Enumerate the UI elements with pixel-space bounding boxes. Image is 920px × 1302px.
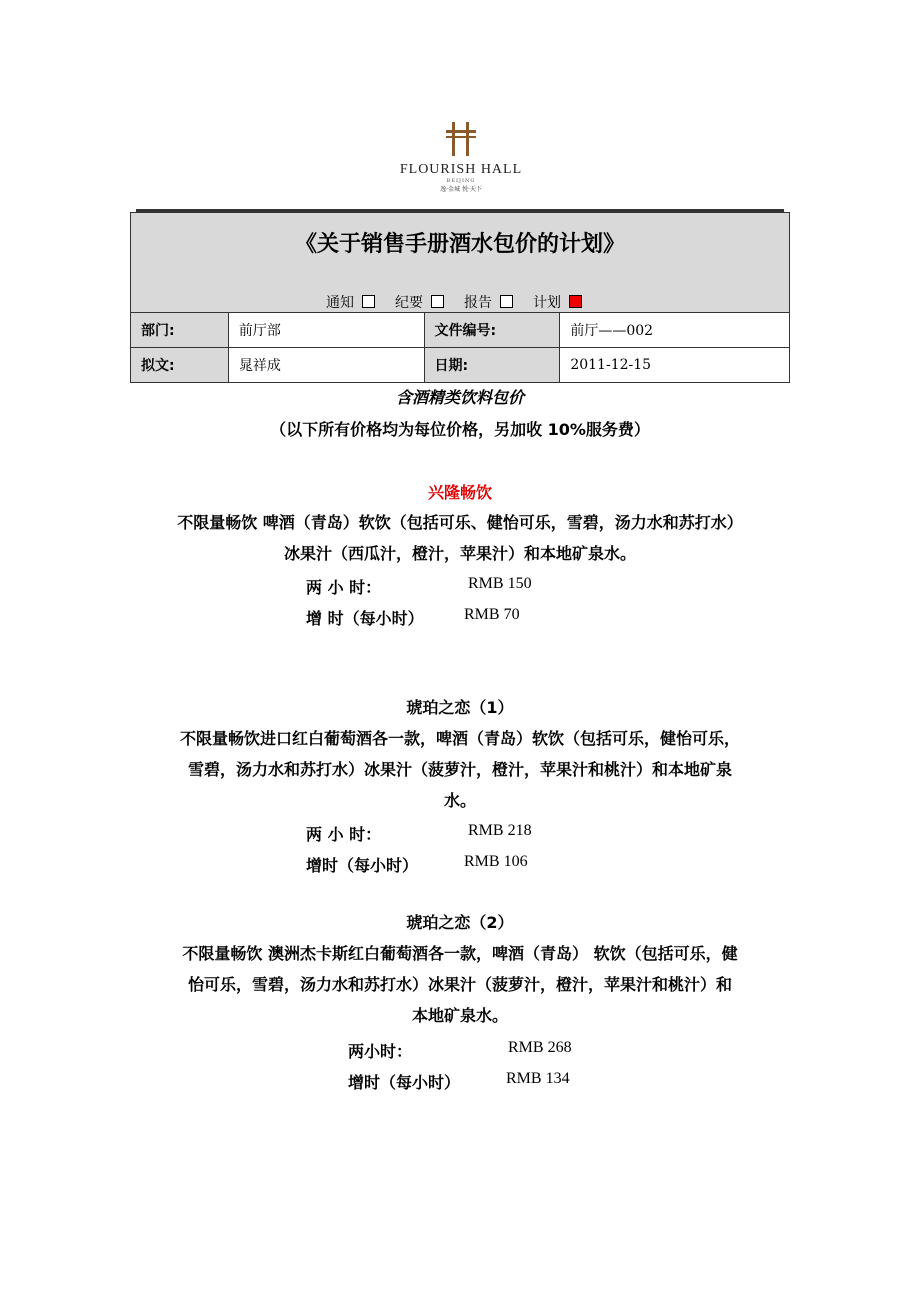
flourish-hall-logo bbox=[398, 118, 524, 208]
price-value: RMB 218 bbox=[468, 822, 532, 839]
dept-value: 前厅部 bbox=[228, 313, 424, 348]
type-label: 计划 bbox=[533, 295, 561, 311]
package-desc: 不限量畅饮 啤酒（青岛）软饮（包括可乐、健怡可乐，雪碧，汤力水和苏打水） bbox=[177, 513, 743, 532]
package-desc: 怡可乐，雪碧，汤力水和苏打水）冰果汁（菠萝汁，橙汁，苹果汁和桃汁）和 bbox=[187, 975, 732, 994]
date-label: 日期: bbox=[424, 348, 560, 383]
package-desc: 雪碧，汤力水和苏打水）冰果汁（菠萝汁，橙汁，苹果汁和桃汁）和本地矿泉 bbox=[187, 760, 732, 779]
price-value: RMB 150 bbox=[468, 575, 532, 592]
file-no-label: 文件编号: bbox=[424, 313, 560, 348]
price-label: 两 小 时： bbox=[306, 578, 382, 597]
author-label: 拟文: bbox=[131, 348, 229, 383]
type-label: 通知 bbox=[326, 295, 354, 311]
title-cell bbox=[131, 213, 790, 313]
date-value: 2011-12-15 bbox=[560, 348, 790, 383]
package-name: 琥珀之恋（2） bbox=[406, 913, 514, 932]
package-name: 兴隆畅饮 bbox=[427, 483, 492, 502]
checkbox-plan[interactable] bbox=[569, 295, 582, 308]
price-note: （以下所有价格均为每位价格，另加收 10%服务费） bbox=[270, 420, 650, 439]
package-desc: 冰果汁（西瓜汁，橙汁，苹果汁）和本地矿泉水。 bbox=[283, 544, 636, 563]
price-label: 增时（每小时） bbox=[306, 856, 419, 875]
logo-city: BEIJING bbox=[446, 178, 476, 184]
price-value: RMB 70 bbox=[464, 606, 520, 623]
package-desc: 不限量畅饮 澳洲杰卡斯红白葡萄酒各一款，啤酒（青岛） 软饮（包括可乐，健 bbox=[182, 944, 738, 963]
price-label: 增时（每小时） bbox=[348, 1073, 461, 1092]
price-value: RMB 134 bbox=[506, 1070, 570, 1087]
package-desc: 水。 bbox=[443, 791, 476, 810]
dept-label: 部门: bbox=[131, 313, 229, 348]
logo-name: FLOURISH HALL bbox=[399, 162, 523, 177]
checkbox-report[interactable] bbox=[500, 295, 513, 308]
document-header-table bbox=[130, 212, 790, 383]
checkbox-notice[interactable] bbox=[362, 295, 375, 308]
price-value: RMB 268 bbox=[508, 1039, 572, 1056]
logo-mark-icon bbox=[444, 122, 478, 156]
price-label: 增 时（每小时） bbox=[306, 609, 424, 628]
document-type-checkboxes bbox=[131, 292, 789, 312]
logo-tagline: 逸·金城 悦·天下 bbox=[440, 186, 482, 193]
document-title: 《关于销售手册酒水包价的计划》 bbox=[294, 232, 625, 257]
checkbox-minutes[interactable] bbox=[431, 295, 444, 308]
package-name: 琥珀之恋（1） bbox=[406, 698, 514, 717]
section-title: 含酒精类饮料包价 bbox=[395, 388, 524, 407]
package-desc: 本地矿泉水。 bbox=[411, 1006, 508, 1025]
price-label: 两 小 时： bbox=[306, 825, 382, 844]
price-label: 两小时： bbox=[348, 1042, 413, 1061]
file-no-value: 前厅——002 bbox=[560, 313, 790, 348]
package-desc: 不限量畅饮进口红白葡萄酒各一款，啤酒（青岛）软饮（包括可乐，健怡可乐， bbox=[179, 729, 740, 748]
type-label: 报告 bbox=[464, 295, 492, 311]
author-value: 晁祥成 bbox=[228, 348, 424, 383]
price-value: RMB 106 bbox=[464, 853, 528, 870]
type-label: 纪要 bbox=[395, 295, 423, 311]
